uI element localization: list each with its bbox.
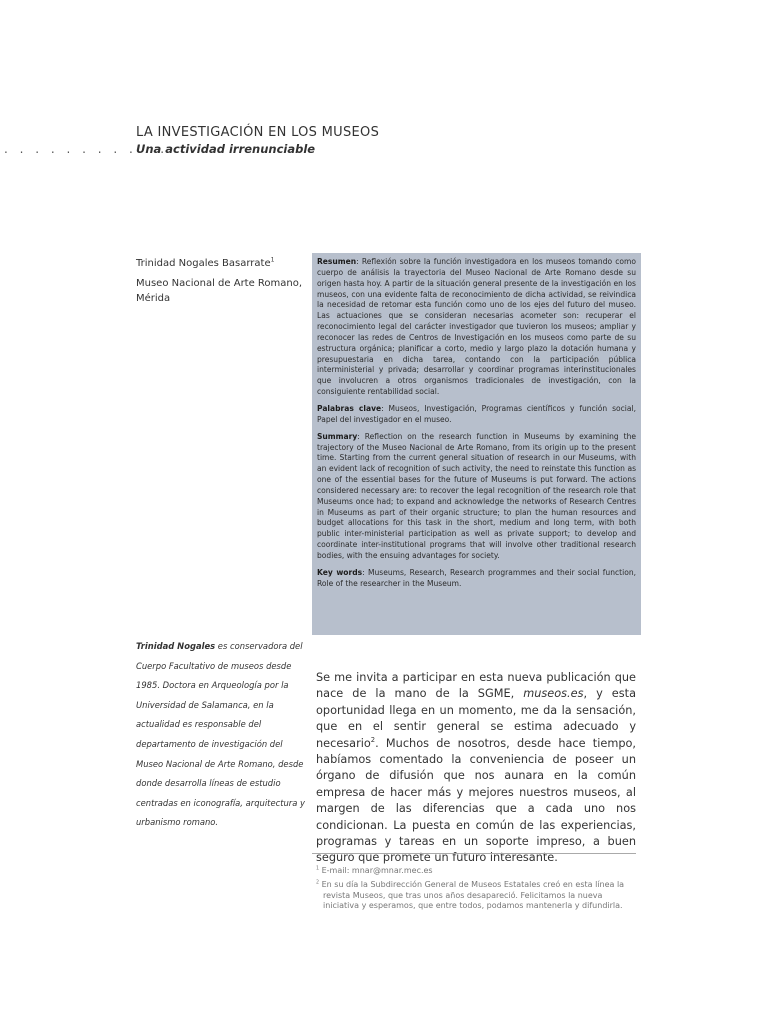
footnote-2 xyxy=(316,880,630,911)
body-paragraph xyxy=(316,670,636,867)
keywords-text: : Museums, Research, Research programmes and their social function, Role of the researcher in the Museum. xyxy=(317,567,637,588)
resumen-text: : Reflexión sobre la función investigadora en los museos tomando como cuerpo de análisis la trayectoria del Museo Nacional de Arte Romano desde su origen hasta hoy. A partir de la situación general presente de la investigación en los museos, con una evidente falta de reconocimiento de dicha actividad, se reivindica la necesidad de retomar esta función como uno de los ejes del futuro del museo. Las actuaciones que se consideran necesarias acometer son: recuperar el reconocimiento legal del carácter investigador que tuvieron los museos; ampliar y reconocer las redes de Centros de Investigación en los museos como parte de su estructura orgánica; planificar a corto, medio y largo plazo la dotación humana y presupuestaria en dicha tarea, contando con la participación pública interministerial y privada; desarrollar y coordinar programas interinstitucionales que involucren a otros organismos tradicionales de investigación, con la consiguiente rentabilidad social. xyxy=(317,257,636,397)
leader-dots: . . . . . . . . . . . . xyxy=(4,142,184,156)
footnote-1-number: 1 xyxy=(316,866,320,872)
palabras-clave-label: Palabras clave xyxy=(317,403,382,413)
article-subtitle: Una actividad irrenunciable xyxy=(136,142,316,156)
keywords-label: Key words xyxy=(317,567,363,577)
footnote-divider xyxy=(312,853,636,854)
author-bio xyxy=(136,637,308,833)
palabras-clave-paragraph xyxy=(317,404,636,426)
summary-label: Summary xyxy=(317,431,358,441)
palabras-clave-text: : Museos, Investigación, Programas científicos y función social, Papel del investigador en el museo. xyxy=(317,403,636,424)
footnote-2-number: 2 xyxy=(316,880,320,886)
publication-name: museos.es xyxy=(523,687,584,701)
author-affiliation: Museo Nacional de Arte Romano, Mérida xyxy=(136,278,303,304)
body-part-2: , y esta oportunidad llega en un momento, me da la sensación, que en el sentir general se estima adecuado y necesario xyxy=(316,687,636,750)
footnote-1 xyxy=(316,866,630,876)
footnotes xyxy=(316,866,630,916)
author-name xyxy=(136,257,274,270)
keywords-paragraph xyxy=(317,568,636,590)
abstract-box xyxy=(312,253,641,635)
summary-text: : Reflection on the research function in Museums by examining the trajectory of the Museo Nacional de Arte Romano, from its origin up to the present time. Starting from the current general situation of research in our Museums, with an evident lack of recognition of such activity, the need to reinstate this function as one of the essential bases for the future of Museums is put forward. The actions considered necessary are: to recover the legal recognition of the research role that Museums once had; to expand and acknowledge the networks of Research Centres in Museums as part of their organic structure; to plan the human resources and budget allocations for this task in the short, medium and long term, with both public inter-ministerial participation as well as private support; to develop and coordinate inter-institutional programs that will involve other traditional research bodies, with the ensuing advantages for society. xyxy=(317,431,636,560)
summary-paragraph xyxy=(317,432,636,562)
author-name-text: Trinidad Nogales Basarrate xyxy=(136,258,271,269)
footnote-2-text: En su día la Subdirección General de Museos Estatales creó en esta línea la revista Museos, que tras unos años desapareció. Felicitamos la nueva iniciativa y esperamos, que entre todos, podamos mantenerla y difundirla. xyxy=(321,880,625,911)
bio-name: Trinidad Nogales xyxy=(136,641,216,651)
bio-text: es conservadora del Cuerpo Facultativo de museos desde 1985. Doctora en Arqueología por la Universidad de Salamanca, en la actualidad es responsable del departamento de investigación del Museo Nacional de Arte Romano, desde donde desarrolla líneas de estudio centradas en iconografía, arquitectura y urbanismo romano. xyxy=(136,641,305,828)
article-title: LA INVESTIGACIÓN EN LOS MUSEOS xyxy=(136,125,380,140)
body-part-1: Se me invita a participar en esta nueva publicación que nace de la mano de la SGME, xyxy=(316,671,636,701)
author-footnote-ref: 1 xyxy=(270,256,275,264)
resumen-label: Resumen xyxy=(317,257,357,266)
resumen-paragraph xyxy=(317,257,636,398)
body-part-3: . Muchos de nosotros, desde hace tiempo, habíamos comentado la conveniencia de poseer un órgano de difusión que nos aunara en la común empresa de hacer más y mejores nuestros museos, al margen de las diferencias que a cada uno nos condicionan. La puesta en común de las experiencias, programas y tareas en un soporte impreso, a buen seguro que promete un futuro interesante. xyxy=(316,736,636,865)
footnote-1-text: E-mail: mnar@mnar.mec.es xyxy=(321,866,433,875)
footnote-ref-2: 2 xyxy=(370,735,376,744)
